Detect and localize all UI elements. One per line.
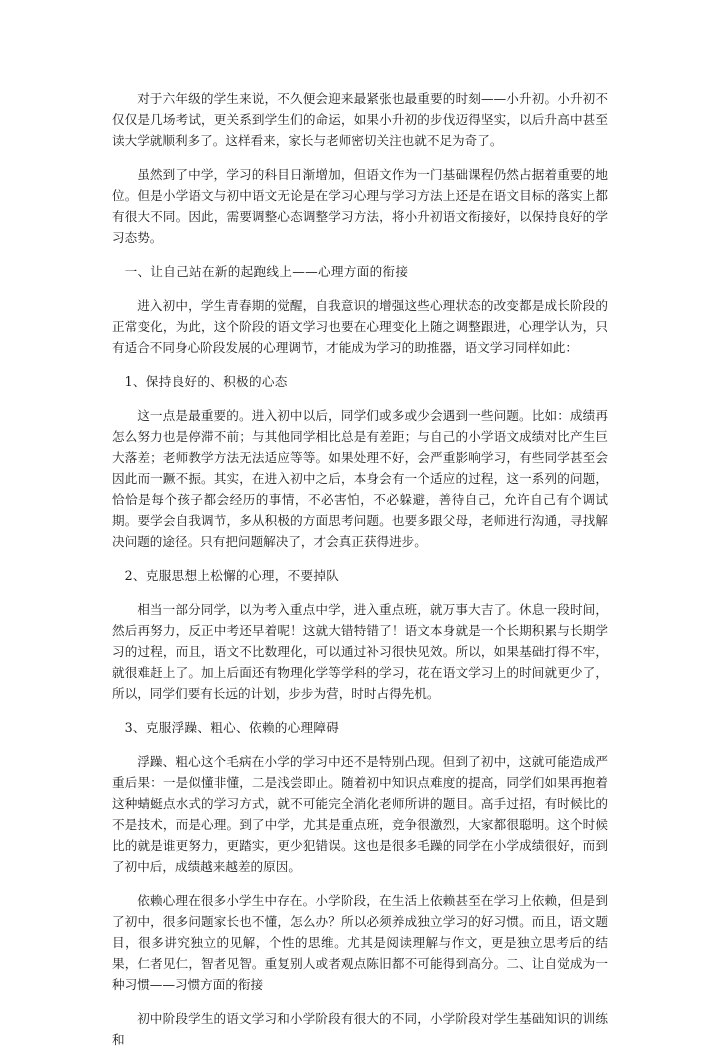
document-body [112,88,608,1063]
paragraph-subjects: 虽然到了中学，学习的科目日渐增加，但语文作为一门基础课程仍然占据着重要的地位。但是小学语文与初中语文无论是在学习心理与学习方法上还是在语文目标的落实上都有很大不同。因此，需要调整心态调整学习方法，将小升初语文衔接好，以保持良好的学习态势。 [112,167,608,245]
subheading-positive-attitude: 1、保持良好的、积极的心态 [124,374,288,389]
paragraph-dependence: 依赖心理在很多小学生中存在。小学阶段，在生活上依赖甚至在学习上依赖，但是到了初中，很多问题家长也不懂，怎么办？所以必须养成独立学习的好习惯。而且，语文题目，很多讲究独立的见解，个性的思维。尤其是阅读理解与作文，更是独立思考后的结果，仁者见仁，智者见智。重复别人或者观点陈旧都不可能得到高分。二、让自觉成为一种习惯——习惯方面的衔接 [112,893,608,992]
paragraph-no-slacking: 相当一部分同学，以为考入重点中学，进入重点班，就万事大吉了。休息一段时间，然后再努力，反正中考还早着呢！这就大错特错了！语文本身就是一个长期积累与长期学习的过程，而且，语文不比数理化，可以通过补习很快见效。所以，如果基础打得不牢，就很难赶上了。加上后面还有物理化学等学科的学习，花在语文学习上的时间就更少了，所以，同学们要有长远的计划，步步为营，时时占得先机。 [112,602,608,701]
paragraph-positive-attitude: 这一点是最重要的。进入初中以后，同学们或多或少会遇到一些问题。比如：成绩再怎么努力也是停滞不前；与其他同学相比总是有差距；与自己的小学语文成绩对比产生巨大落差；老师教学方法无法适应等等。如果处理不好，会严重影响学习，有些同学甚至会因此而一蹶不振。其实，在进入初中之后，本身会有一个适应的过程，这一系列的问题，恰恰是每个孩子都会经历的事情，不必害怕，不必躲避，善待自己，允许自己有个调试期。要学会自我调节，多从积极的方面思考问题。也要多跟父母，老师进行沟通，寻找解决问题的途径。只有把问题解决了，才会真正获得进步。 [112,408,608,549]
paragraph-carelessness: 浮躁、粗心这个毛病在小学的学习中还不是特别凸现。但到了初中，这就可能造成严重后果：一是似懂非懂，二是浅尝即止。随着初中知识点难度的提高，同学们如果再抱着这种蜻蜓点水式的学习方式，就不可能完全消化老师所讲的题目。高手过招，有时候比的不是技术，而是心理。到了中学，尤其是重点班，竞争很激烈，大家都很聪明。这个时候比的就是谁更努力，更踏实，更少犯错误。这也是很多毛躁的同学在小学成绩很好，而到了初中后，成绩越来越差的原因。 [112,754,608,874]
subheading-no-slacking: 2、克服思想上松懈的心理，不要掉队 [124,568,340,583]
paragraph-adolescence: 进入初中，学生青春期的觉醒，自我意识的增强这些心理状态的改变都是成长阶段的正常变化，为此，这个阶段的语文学习也要在心理变化上随之调整跟进，心理学认为，只有适合不同身心阶段发展的心理调节，才能成为学习的助推器，语文学习同样如此： [112,298,608,355]
subheading-overcome-carelessness: 3、克服浮躁、粗心、依赖的心理障碍 [124,720,340,735]
section-heading-psychology: 一、让自己站在新的起跑线上——心理方面的衔接 [124,264,409,279]
paragraph-junior-high-learning: 初中阶段学生的语文学习和小学阶段有很大的不同，小学阶段对学生基础知识的训练和 [112,1011,608,1047]
paragraph-intro: 对于六年级的学生来说，不久便会迎来最紧张也最重要的时刻——小升初。小升初不仅仅是几场考试，更关系到学生们的命运，如果小升初的步伐迈得坚实，以后升高中甚至读大学就顺利多了。这样看来，家长与老师密切关注也就不足为奇了。 [112,91,608,148]
